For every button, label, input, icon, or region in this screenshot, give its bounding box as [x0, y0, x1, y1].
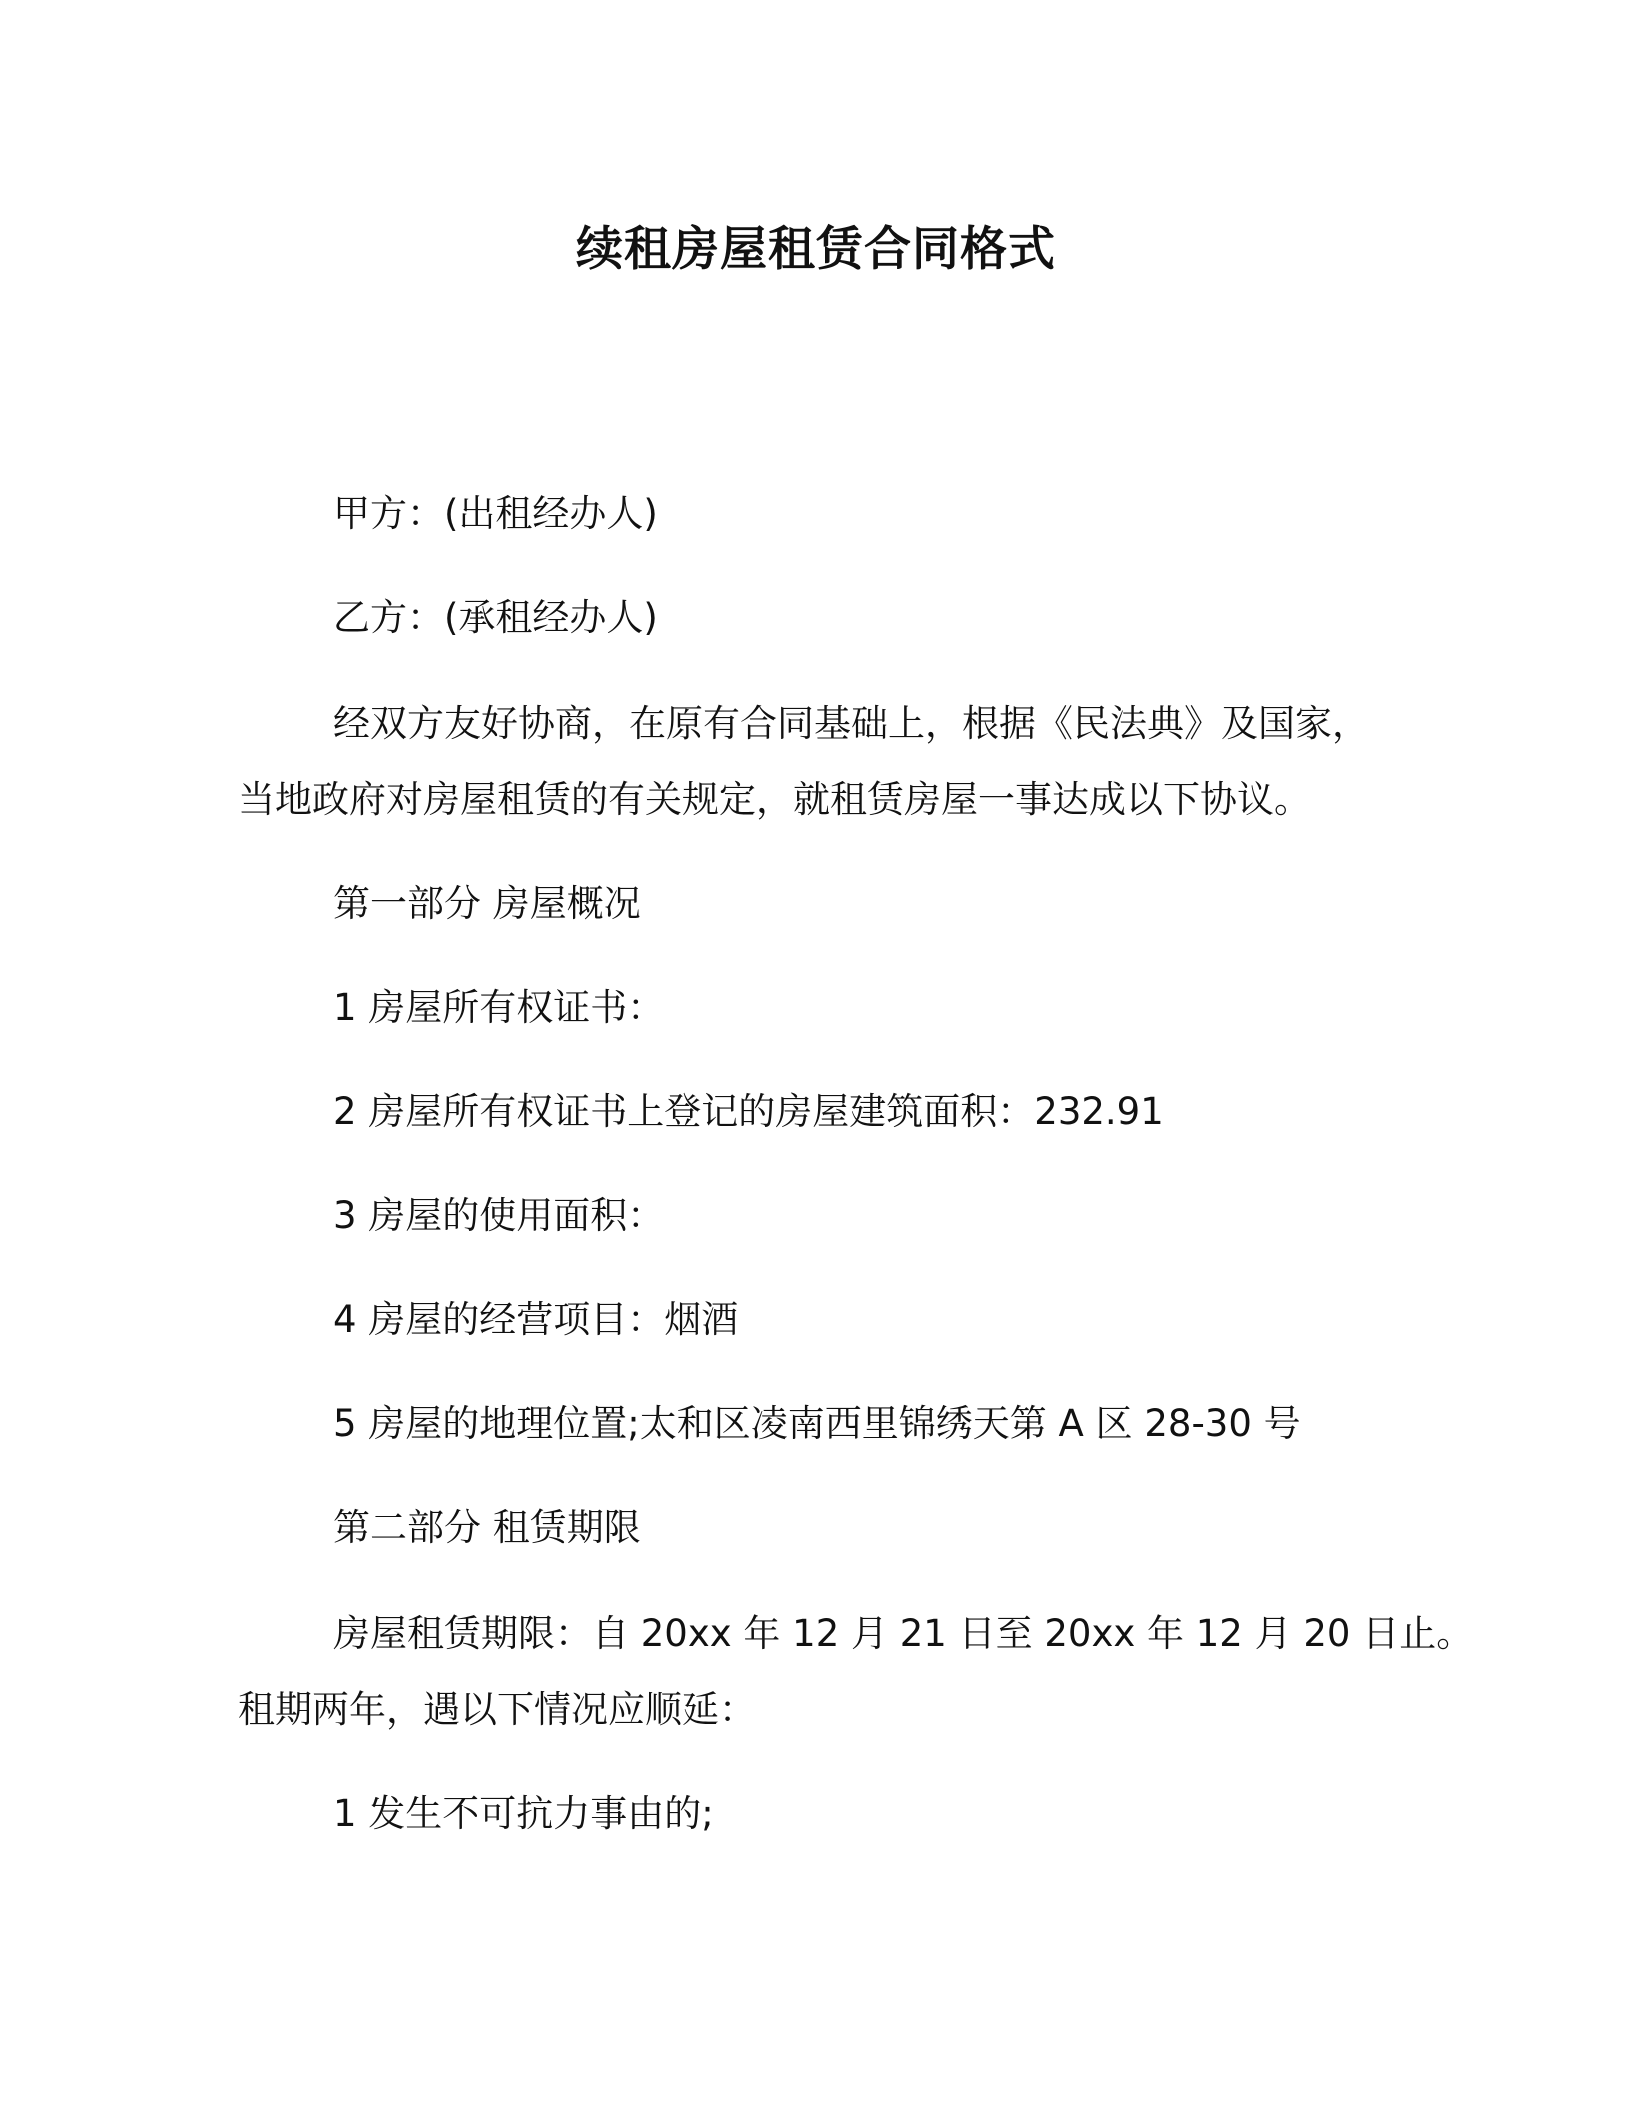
part2-heading: 第二部分 租赁期限 [333, 1506, 641, 1549]
intro-paragraph-line-1: 经双方友好协商，在原有合同基础上，根据《民法典》及国家， [333, 702, 1369, 745]
part1-heading: 第一部分 房屋概况 [333, 882, 641, 925]
intro-paragraph-line-2: 当地政府对房屋租赁的有关规定，就租赁房屋一事达成以下协议。 [238, 778, 1311, 821]
party-b-line: 乙方：(承租经办人) [333, 596, 658, 639]
list-item-2: 2 房屋所有权证书上登记的房屋建筑面积：232.91 [333, 1090, 1164, 1133]
list-item-5: 5 房屋的地理位置;太和区凌南西里锦绣天第 A 区 28-30 号 [333, 1402, 1301, 1445]
list-item-1: 1 房屋所有权证书： [333, 986, 665, 1029]
list-item-4: 4 房屋的经营项目：烟酒 [333, 1298, 739, 1341]
term-paragraph-line-2: 租期两年，遇以下情况应顺延： [238, 1688, 756, 1731]
document-title: 续租房屋租赁合同格式 [576, 222, 1056, 277]
term-paragraph-line-1: 房屋租赁期限：自 20xx 年 12 月 21 日至 20xx 年 12 月 20 日止。 [333, 1612, 1474, 1655]
list-item-3: 3 房屋的使用面积： [333, 1194, 665, 1237]
party-a-line: 甲方：(出租经办人) [333, 492, 658, 535]
condition-item-1: 1 发生不可抗力事由的; [333, 1792, 714, 1835]
